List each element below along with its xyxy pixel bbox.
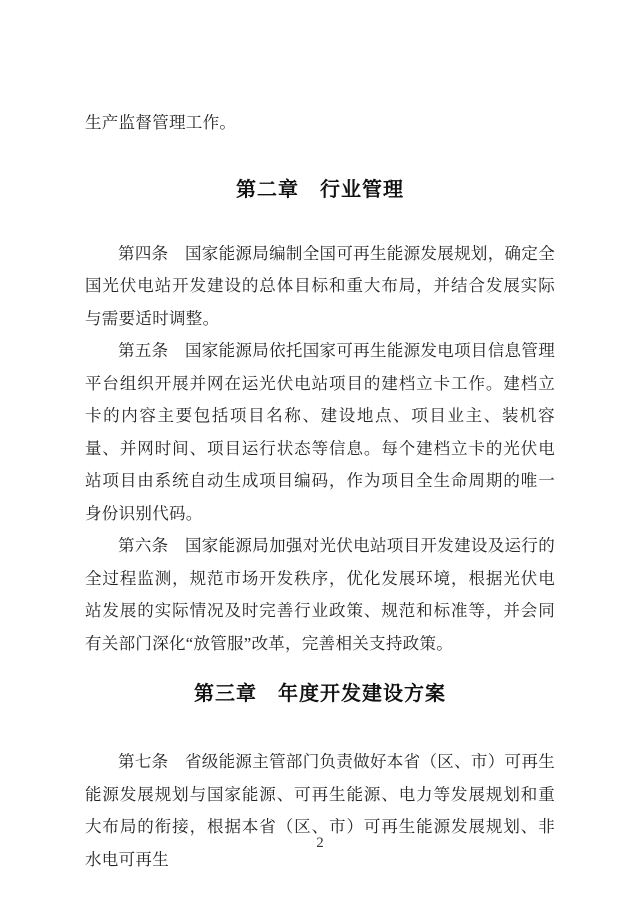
article-6-text: 国家能源局加强对光伏电站项目开发建设及运行的全过程监测，规范市场开发秩序，优化发展环境，根据光伏电站发展的实际情况及时完善行业政策、规范和标准等，并会同有关部门深化“放管服”改革，完善相关支持政策。: [85, 536, 555, 653]
article-7-paragraph: [85, 746, 555, 876]
article-7-text: 省级能源主管部门负责做好本省（区、市）可再生能源发展规划与国家能源、可再生能源、电力等发展规划和重大布局的衔接，根据本省（区、市）可再生能源发展规划、非水电可再生: [85, 752, 555, 869]
article-4-text: 国家能源局编制全国可再生能源发展规划，确定全国光伏电站开发建设的总体目标和重大布局，并结合发展实际与需要适时调整。: [85, 243, 555, 328]
article-5-text: 国家能源局依托国家可再生能源发电项目信息管理平台组织开展并网在运光伏电站项目的建档立卡工作。建档立卡的内容主要包括项目名称、建设地点、项目业主、装机容量、并网时间、项目运行状态等信息。每个建档立卡的光伏电站项目由系统自动生成项目编码，作为项目全生命周期的唯一身份识别代码。: [85, 341, 555, 523]
article-5-paragraph: [85, 335, 555, 530]
article-5-number: 第五条: [118, 341, 169, 360]
article-7-number: 第七条: [118, 752, 169, 771]
chapter-3-heading: 第三章 年度开发建设方案: [194, 683, 446, 705]
article-4-paragraph: [85, 238, 555, 336]
article-4-number: 第四条: [118, 243, 169, 263]
chapter-2-heading: 第二章 行业管理: [236, 178, 404, 201]
page-number: 2: [316, 835, 324, 851]
paragraph-continuation: 生产监督管理工作。: [85, 113, 237, 132]
article-6-paragraph: [85, 530, 555, 660]
article-6-number: 第六条: [118, 536, 169, 555]
